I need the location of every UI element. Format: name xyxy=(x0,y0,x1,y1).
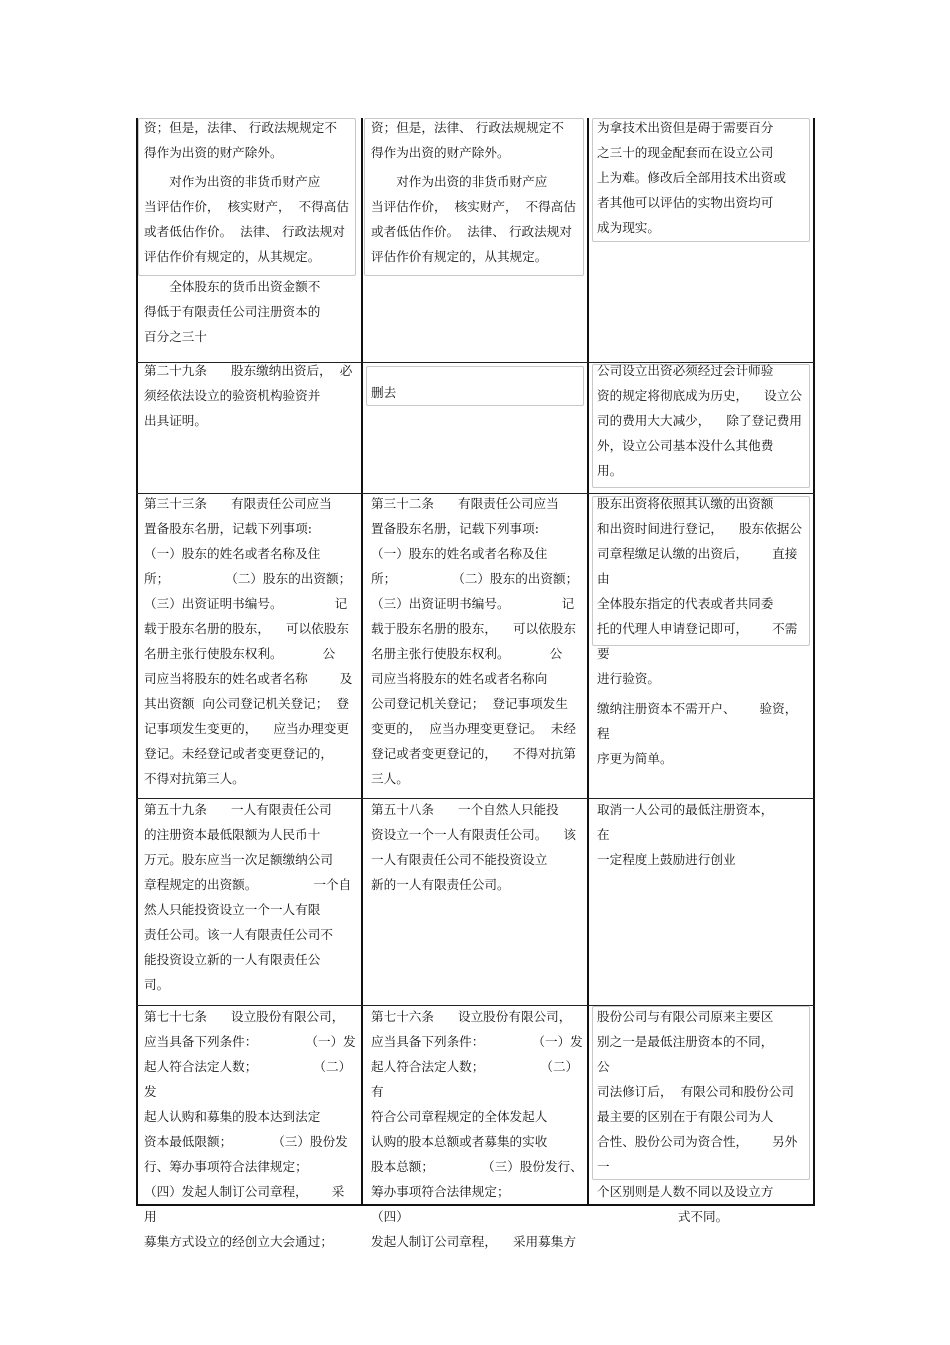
row3-col2-line: 名册主张行使股东权利。 公 xyxy=(371,646,563,661)
row5-col3-line: 合性、股份公司为资合性， 另外一 xyxy=(597,1134,798,1174)
row4-col1-line: 司。 xyxy=(144,977,170,992)
row1-col1-line: 得作为出资的财产除外。 xyxy=(144,145,283,160)
row4-col3-cell xyxy=(597,797,809,872)
row3-col2-line: 所； （二）股东的出资额； xyxy=(371,571,579,586)
row3-col2-line: 第三十二条 有限责任公司应当 xyxy=(371,496,559,511)
row3-col3-line: 托的代理人申请登记即可， 不需要 xyxy=(597,621,798,661)
row3-col1-line: 置备股东名册，记载下列事项: xyxy=(144,521,312,536)
row3-col3-cell xyxy=(597,491,809,771)
row5-col2-line: 符合公司章程规定的全体发起人 xyxy=(371,1109,548,1124)
row3-col2-line: 三人。 xyxy=(371,771,409,786)
row4-col2-line: 新的一人有限责任公司。 xyxy=(371,877,510,892)
row5-col2-line: 股本总额； （三）股份发行、 xyxy=(371,1159,583,1174)
row4-col2-line: 一人有限责任公司不能投资设立 xyxy=(371,852,548,867)
row1-col2-line: 当评估作价， 核实财产， 不得高估 xyxy=(371,199,576,214)
row4-col1-line: 第五十九条 一人有限责任公司 xyxy=(144,802,332,817)
row2-col3-line: 外，设立公司基本没什么其他费 xyxy=(597,438,774,453)
row2-col3-line: 资的规定将彻底成为历史， 设立公 xyxy=(597,388,802,403)
row2-col3-cell xyxy=(597,358,809,483)
row5-col1-cell xyxy=(144,1004,356,1254)
row2-col3-line: 公司设立出资必须经过会计师验 xyxy=(597,363,774,378)
row3-col1-line: 名册主张行使股东权利。 公 xyxy=(144,646,336,661)
row3-col1-line: 所； （二）股东的出资额； xyxy=(144,571,352,586)
row3-col3-line: 进行验资。 xyxy=(597,671,660,686)
row3-col3-line: 缴纳注册资本不需开户、 验资， 程 xyxy=(597,701,806,741)
row4-col1-line: 章程规定的出资额。 一个自 xyxy=(144,877,352,892)
row2-col1-line: 出具证明。 xyxy=(144,413,207,428)
row3-col2-line: （一）股东的姓名或者名称及住 xyxy=(371,546,548,561)
row5-col2-line: 认购的股本总额或者募集的实收 xyxy=(371,1134,548,1149)
row4-col3-line: 取消一人公司的最低注册资本， 在 xyxy=(597,802,798,842)
row3-col1-line: 记事项发生变更的， 应当办理变更 xyxy=(144,721,349,736)
row5-col2-line: 起人符合法定人数； （二）有 xyxy=(371,1059,579,1099)
row1-col1-line: 当评估作价， 核实财产， 不得高估 xyxy=(144,199,349,214)
row1-col2-line: 得作为出资的财产除外。 xyxy=(371,145,510,160)
row1-col1-line: 全体股东的货币出资金额不 xyxy=(169,279,321,294)
row3-col3-line: 序更为简单。 xyxy=(597,751,673,766)
row3-col3-line: 和出资时间进行登记， 股东依据公 xyxy=(597,521,802,536)
row5-col3-line: 别之一是最低注册资本的不同， 公 xyxy=(597,1034,798,1074)
comparison-table xyxy=(136,118,815,1249)
row1-col2-line: 对作为出资的非货币财产应 xyxy=(396,174,548,189)
row2-col3-line: 用。 xyxy=(597,463,623,478)
table-border-right xyxy=(813,118,815,1206)
row5-col2-line: 发起人制订公司章程， 采用募集方 xyxy=(371,1234,576,1249)
row1-col1-line: 评估作价有规定的，从其规定。 xyxy=(144,249,321,264)
row1-col1-line: 对作为出资的非货币财产应 xyxy=(169,174,321,189)
row1-col3-cell xyxy=(597,115,809,240)
column-divider-2 xyxy=(587,118,589,1206)
row5-col1-line: （四）发起人制订公司章程， 采用 xyxy=(144,1184,345,1224)
row3-col2-line: 置备股东名册，记载下列事项: xyxy=(371,521,539,536)
row3-col1-line: （一）股东的姓名或者名称及住 xyxy=(144,546,321,561)
row5-col1-line: 起人认购和募集的股本达到法定 xyxy=(144,1109,321,1124)
row2-col1-cell xyxy=(144,358,356,433)
row3-col3-line: 股东出资将依照其认缴的出资额 xyxy=(597,496,774,511)
row4-col2-line: 资设立一个一人有限责任公司。 该 xyxy=(371,827,576,842)
row1-col3-line: 上为难。修改后全部用技术出资或 xyxy=(597,170,786,185)
row4-col1-line: 万元。股东应当一次足额缴纳公司 xyxy=(144,852,333,867)
row1-col3-line: 者其他可以评估的实物出资均可 xyxy=(597,195,774,210)
row1-col3-line: 之三十的现金配套而在设立公司 xyxy=(597,145,774,160)
row5-col1-line: 行、筹办事项符合法律规定； xyxy=(144,1159,308,1174)
row5-col3-cell xyxy=(597,1004,809,1229)
column-divider-1 xyxy=(361,118,363,1206)
row5-col3-line: 最主要的区别在于有限公司为人 xyxy=(597,1109,774,1124)
row2-col1-line: 第二十九条 股东缴纳出资后， 必 xyxy=(144,363,353,378)
row4-col1-line: 责任公司。该一人有限责任公司不 xyxy=(144,927,333,942)
row4-col3-line: 一定程度上鼓励进行创业 xyxy=(597,852,736,867)
row1-col3-line: 成为现实。 xyxy=(597,220,660,235)
deleted-label: 删去 xyxy=(371,385,397,400)
row3-col1-line: 登记。未经登记或者变更登记的， xyxy=(144,746,333,761)
row3-col2-line: 公司登记机关登记； 登记事项发生 xyxy=(371,696,568,711)
row4-col2-cell xyxy=(371,797,583,897)
row1-col2-line: 资；但是，法律、 行政法规规定不 xyxy=(371,120,564,135)
row5-col2-line: 第七十六条 设立股份有限公司， xyxy=(371,1009,572,1024)
row5-col2-line: 应当具备下列条件： （一）发 xyxy=(371,1034,583,1049)
row2-col3-line: 司的费用大大减少， 除了登记费用 xyxy=(597,413,802,428)
row3-col3-line: 司章程缴足认缴的出资后， 直接由 xyxy=(597,546,798,586)
row3-col1-line: 司应当将股东的姓名或者名称 及 xyxy=(144,671,353,686)
row5-col1-line: 募集方式设立的经创立大会通过； xyxy=(144,1234,333,1249)
row5-col1-line: 资本最低限额； （三）股份发 xyxy=(144,1134,348,1149)
row5-col2-cell xyxy=(371,1004,583,1254)
row3-col2-line: 登记或者变更登记的， 不得对抗第 xyxy=(371,746,576,761)
row5-col1-line: 应当具备下列条件： （一）发 xyxy=(144,1034,356,1049)
row3-col1-line: 其出资额 向公司登记机关登记； 登 xyxy=(144,696,349,711)
row5-col2-line: 筹办事项符合法律规定； （四） xyxy=(371,1184,558,1224)
row1-col1-line: 得低于有限责任公司注册资本的 xyxy=(144,304,321,319)
row1-col3-line: 为拿技术出资但是碍于需要百分 xyxy=(597,120,774,135)
row3-col2-line: 变更的， 应当办理变更登记。 未经 xyxy=(371,721,576,736)
row2-col2-cell xyxy=(371,380,583,405)
row5-col3-line: 式不同。 xyxy=(677,1209,729,1224)
row3-col2-line: （三）出资证明书编号。 记 xyxy=(371,596,575,611)
row2-col1-line: 须经依法设立的验资机构验资并 xyxy=(144,388,321,403)
row3-col2-cell xyxy=(371,491,583,791)
row3-col1-line: 不得对抗第三人。 xyxy=(144,771,245,786)
row1-col2-line: 或者低估作价。 法律、 行政法规对 xyxy=(371,224,572,239)
row3-col2-line: 载于股东名册的股东， 可以依股东 xyxy=(371,621,576,636)
row4-col1-line: 的注册资本最低限额为人民币十 xyxy=(144,827,321,842)
row1-col1-line: 百分之三十 xyxy=(144,329,207,344)
row5-col3-line: 个区别则是人数不同以及设立方 xyxy=(597,1184,774,1199)
row1-col2-cell xyxy=(371,115,583,269)
row1-col1-line: 资；但是，法律、 行政法规规定不 xyxy=(144,120,337,135)
row4-col1-cell xyxy=(144,797,356,997)
row1-col1-cell xyxy=(144,115,356,349)
row3-col1-cell xyxy=(144,491,356,791)
row5-col3-line: 股份公司与有限公司原来主要区 xyxy=(597,1009,774,1024)
table-border-left xyxy=(136,118,138,1206)
row1-col1-line: 或者低估作价。 法律、 行政法规对 xyxy=(144,224,345,239)
row5-col1-line: 起人符合法定人数； （二）发 xyxy=(144,1059,352,1099)
row5-col3-line: 司法修订后， 有限公司和股份公司 xyxy=(597,1084,794,1099)
row4-col1-line: 然人只能投资设立一个一人有限 xyxy=(144,902,321,917)
row3-col2-line: 司应当将股东的姓名或者名称向 xyxy=(371,671,548,686)
row3-col1-line: 载于股东名册的股东， 可以依股东 xyxy=(144,621,349,636)
row1-col2-line: 评估作价有规定的，从其规定。 xyxy=(371,249,548,264)
row3-col3-line: 全体股东指定的代表或者共同委 xyxy=(597,596,774,611)
row3-col1-line: （三）出资证明书编号。 记 xyxy=(144,596,348,611)
row3-col1-line: 第三十三条 有限责任公司应当 xyxy=(144,496,332,511)
row5-col1-line: 第七十七条 设立股份有限公司， xyxy=(144,1009,345,1024)
row4-col1-line: 能投资设立新的一人有限责任公 xyxy=(144,952,321,967)
row4-col2-line: 第五十八条 一个自然人只能投 xyxy=(371,802,559,817)
